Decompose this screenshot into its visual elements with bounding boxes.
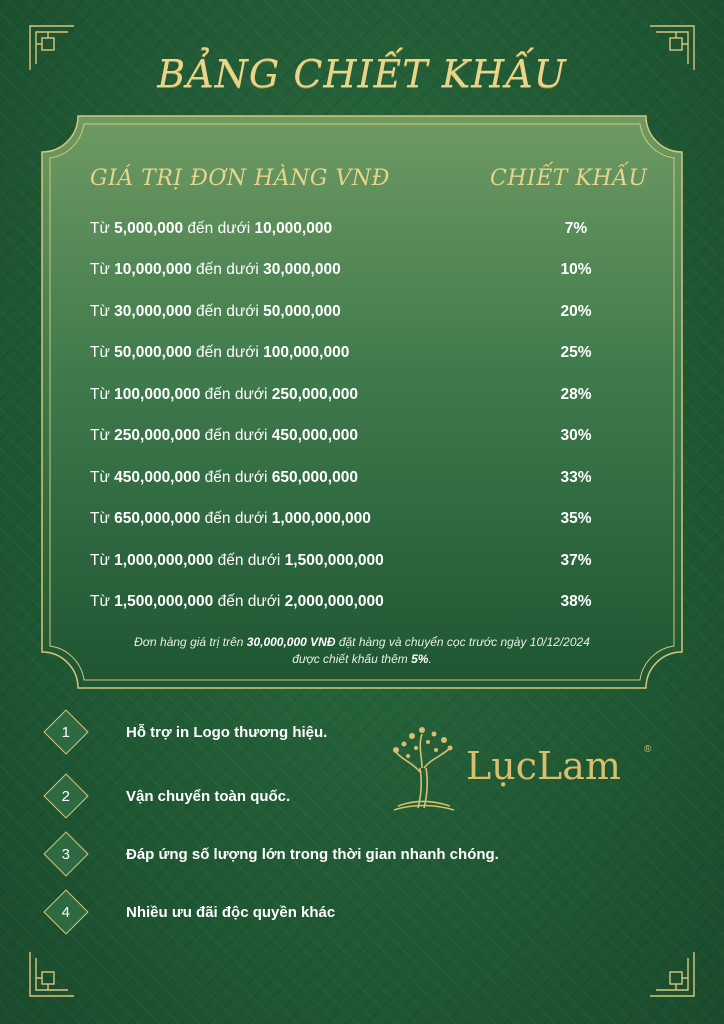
discount-cell: 10% — [560, 261, 592, 279]
range-cell: Từ 1,500,000,000 đến dưới 2,000,000,000 — [90, 593, 384, 611]
range-cell: Từ 100,000,000 đến dưới 250,000,000 — [90, 385, 358, 403]
feature-text: Vận chuyển toàn quốc. — [126, 787, 291, 805]
table-row — [90, 416, 650, 458]
discount-cell: 30% — [560, 427, 592, 445]
table-row — [90, 374, 650, 416]
range-cell: Từ 5,000,000 đến dưới 10,000,000 — [90, 219, 333, 237]
feature-text: Nhiều ưu đãi độc quyền khác — [126, 903, 336, 921]
brand-logo — [388, 722, 658, 814]
range-cell: Từ 650,000,000 đến dưới 1,000,000,000 — [90, 510, 371, 528]
discount-panel — [38, 112, 686, 692]
range-cell: Từ 250,000,000 đến dưới 450,000,000 — [90, 427, 358, 445]
tree-logo-icon — [388, 722, 460, 814]
table-row — [90, 208, 650, 250]
table-row — [90, 250, 650, 292]
feature-text: Hỗ trợ in Logo thương hiệu. — [126, 723, 328, 741]
discount-cell: 25% — [560, 344, 592, 362]
diamond-badge-icon: 2 — [43, 773, 88, 818]
feature-item — [44, 890, 335, 934]
diamond-badge-icon: 4 — [43, 889, 88, 934]
feature-text: Đáp ứng số lượng lớn trong thời gian nhanh chóng. — [126, 845, 499, 863]
diamond-badge-icon: 1 — [43, 709, 88, 754]
range-cell: Từ 50,000,000 đến dưới 100,000,000 — [90, 344, 350, 362]
range-cell: Từ 30,000,000 đến dưới 50,000,000 — [90, 302, 341, 320]
diamond-badge-icon: 3 — [43, 831, 88, 876]
page-title: BẢNG CHIẾT KHẤU — [157, 52, 567, 96]
discount-cell: 38% — [560, 593, 592, 611]
table-row — [90, 333, 650, 375]
promotion-note: Đơn hàng giá trị trên 30,000,000 VNĐ đặt hàng và chuyển cọc trước ngày 10/12/2024 được chiết khấu thêm 5%. — [134, 635, 590, 666]
table-row — [90, 457, 650, 499]
feature-item — [44, 774, 290, 818]
range-cell: Từ 10,000,000 đến dưới 30,000,000 — [90, 261, 341, 279]
table-row — [90, 582, 650, 624]
table-row — [90, 540, 650, 582]
registered-mark: ® — [644, 744, 652, 755]
discount-cell: 35% — [560, 510, 592, 528]
range-cell: Từ 1,000,000,000 đến dưới 1,500,000,000 — [90, 551, 384, 569]
discount-cell: 28% — [560, 385, 592, 403]
brand-name: LụcLam — [466, 744, 621, 788]
discount-cell: 37% — [560, 551, 592, 569]
table-row — [90, 291, 650, 333]
feature-item — [44, 710, 327, 754]
discount-cell: 20% — [560, 302, 592, 320]
feature-item — [44, 832, 499, 876]
table-row — [90, 499, 650, 541]
discount-table — [90, 208, 650, 623]
column-header-order-value: GIÁ TRỊ ĐƠN HÀNG VNĐ — [90, 166, 390, 191]
range-cell: Từ 450,000,000 đến dưới 650,000,000 — [90, 468, 358, 486]
discount-cell: 33% — [560, 468, 592, 486]
column-header-discount: CHIẾT KHẤU — [490, 166, 648, 191]
corner-ornament-bottom-right-icon — [648, 950, 696, 998]
discount-cell: 7% — [564, 219, 588, 237]
corner-ornament-bottom-left-icon — [28, 950, 76, 998]
